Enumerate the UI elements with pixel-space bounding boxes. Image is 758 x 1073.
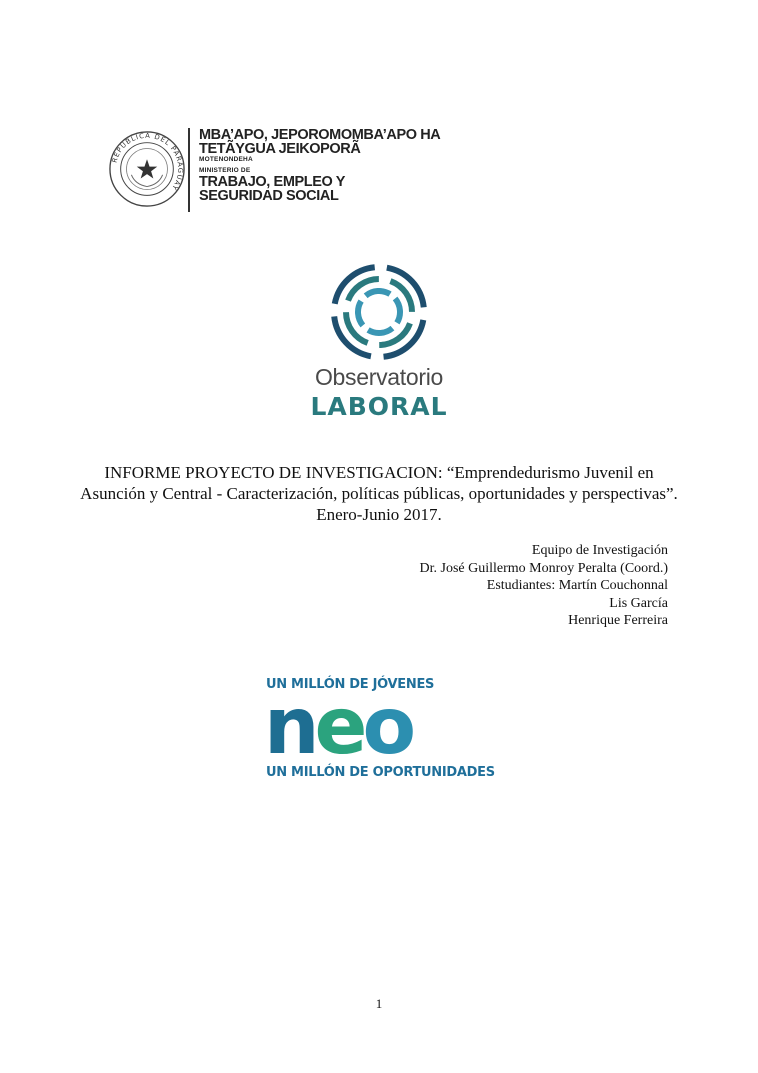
neo-logo [264, 677, 494, 787]
team-student: Lis García [609, 595, 668, 611]
observatorio-logo-icon [329, 262, 429, 362]
neo-bottom-text: UN MILLÓN DE OPORTUNIDADES [266, 765, 495, 780]
team-student: Henrique Ferreira [568, 613, 668, 629]
neo-letter-n: n [264, 682, 315, 772]
guarani-line-1: MBA’APO, JEPOROMOMBA’APO HA [199, 127, 441, 143]
neo-letter-o: o [362, 682, 412, 772]
ministry-header [108, 128, 468, 214]
laboral-word: LABORAL [310, 392, 448, 421]
research-team [420, 542, 668, 630]
team-coordinator: Dr. José Guillermo Monroy Peralta (Coord.) [419, 560, 668, 576]
seal-text: REPÚBLICA DEL PARAGUAY [110, 131, 185, 193]
observatorio-word: Observatorio [314, 364, 444, 390]
ministry-divider [188, 128, 190, 212]
paraguay-seal-icon [108, 130, 186, 208]
ministry-name [199, 128, 440, 203]
report-title: INFORME PROYECTO DE INVESTIGACION: “Emprendedurismo Juvenil en Asunción y Central - Caracterización, políticas públicas, oportunidades y perspectivas”. Enero-Junio 2017. [80, 463, 678, 524]
spanish-line-1: TRABAJO, EMPLEO Y [199, 174, 346, 190]
neo-letter-e: e [314, 682, 363, 772]
page-number: 1 [375, 996, 383, 1011]
team-student: Estudiantes: Martín Couchonnal [486, 578, 668, 594]
spanish-line-2: SEGURIDAD SOCIAL [199, 188, 339, 204]
guarani-small: MOTENONDEHA [199, 156, 253, 163]
neo-top-text: UN MILLÓN DE JÓVENES [266, 677, 435, 692]
guarani-line-2: TETÃYGUA JEIKOPORÃ [199, 141, 361, 157]
spanish-small: MINISTERIO DE [199, 167, 251, 174]
team-heading: Equipo de Investigación [531, 543, 668, 558]
